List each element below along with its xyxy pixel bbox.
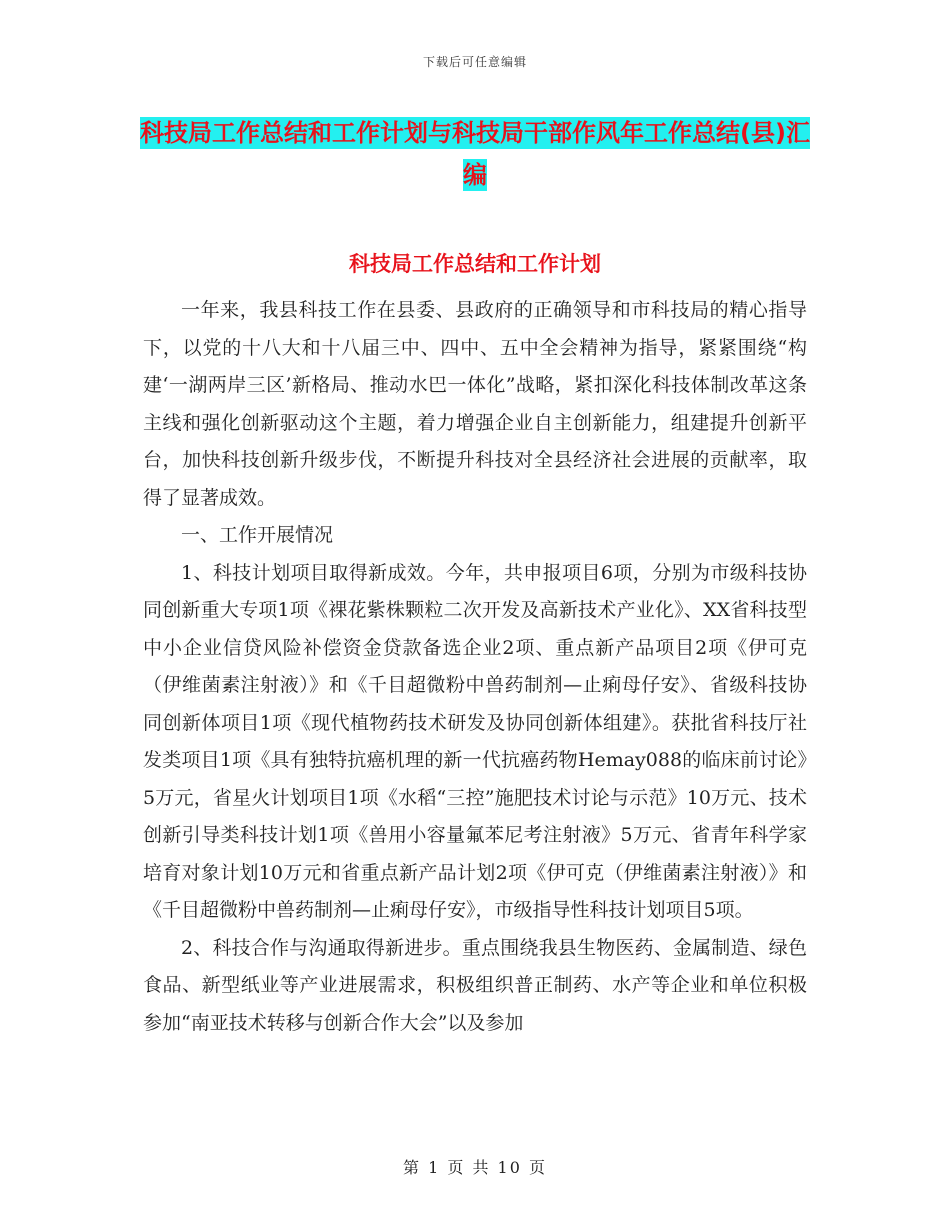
paragraph-intro: 一年来，我县科技工作在县委、县政府的正确领导和市科技局的精心指导下，以党的十八大和十八届三中、四中、五中全会精神为指导，紧紧围绕“构建‘一湖两岸三区’新格局、推动水巴一体化”战略，紧扣深化科技体制改革这条主线和强化创新驱动这个主题，着力增强企业自主创新能力，组建提升创新平台，加快科技创新升级步伐，不断提升科技对全县经济社会进展的贡献率，取得了显著成效。 — [143, 299, 807, 509]
document-title — [140, 112, 810, 196]
document-body — [143, 292, 807, 1042]
section-title: 科技局工作总结和工作计划 — [349, 252, 601, 276]
paragraph-heading-work-status: 一、工作开展情况 — [181, 524, 334, 546]
document-title-text: 科技局工作总结和工作计划与科技局干部作风年工作总结(县)汇编 — [140, 119, 810, 189]
header-note: 下载后可任意编辑 — [422, 55, 527, 69]
page-footer: 第 1 页 共 10 页 — [403, 1158, 547, 1177]
paragraph-projects: 1、科技计划项目取得新成效。今年，共申报项目6项，分别为市级科技协同创新重大专项1项《裸花紫株颗粒二次开发及高新技术产业化》、XX省科技型中小企业信贷风险补偿资金贷款备选企业2项、重点新产品项目2项《伊可克（伊维菌素注射液）》和《千目超微粉中兽药制剂—止痢母仔安》、省级科技协同创新体项目1项《现代植物药技术研发及协同创新体组建》。获批省科技厅社发类项目1项《具有独特抗癌机理的新一代抗癌药物Hemay088的临床前讨论》5万元，省星火计划项目1项《水稻“三控”施肥技术讨论与示范》10万元、技术创新引导类科技计划1项《兽用小容量氟苯尼考注射液》5万元、省青年科学家培育对象计划10万元和省重点新产品计划2项《伊可克（伊维菌素注射液）》和《千目超微粉中兽药制剂—止痢母仔安》，市级指导性科技计划项目5项。 — [143, 561, 807, 921]
paragraph-cooperation: 2、科技合作与沟通取得新进步。重点围绕我县生物医药、金属制造、绿色食品、新型纸业等产业进展需求，积极组织普正制药、水产等企业和单位积极参加“南亚技术转移与创新合作大会”以及参加 — [143, 936, 807, 1034]
